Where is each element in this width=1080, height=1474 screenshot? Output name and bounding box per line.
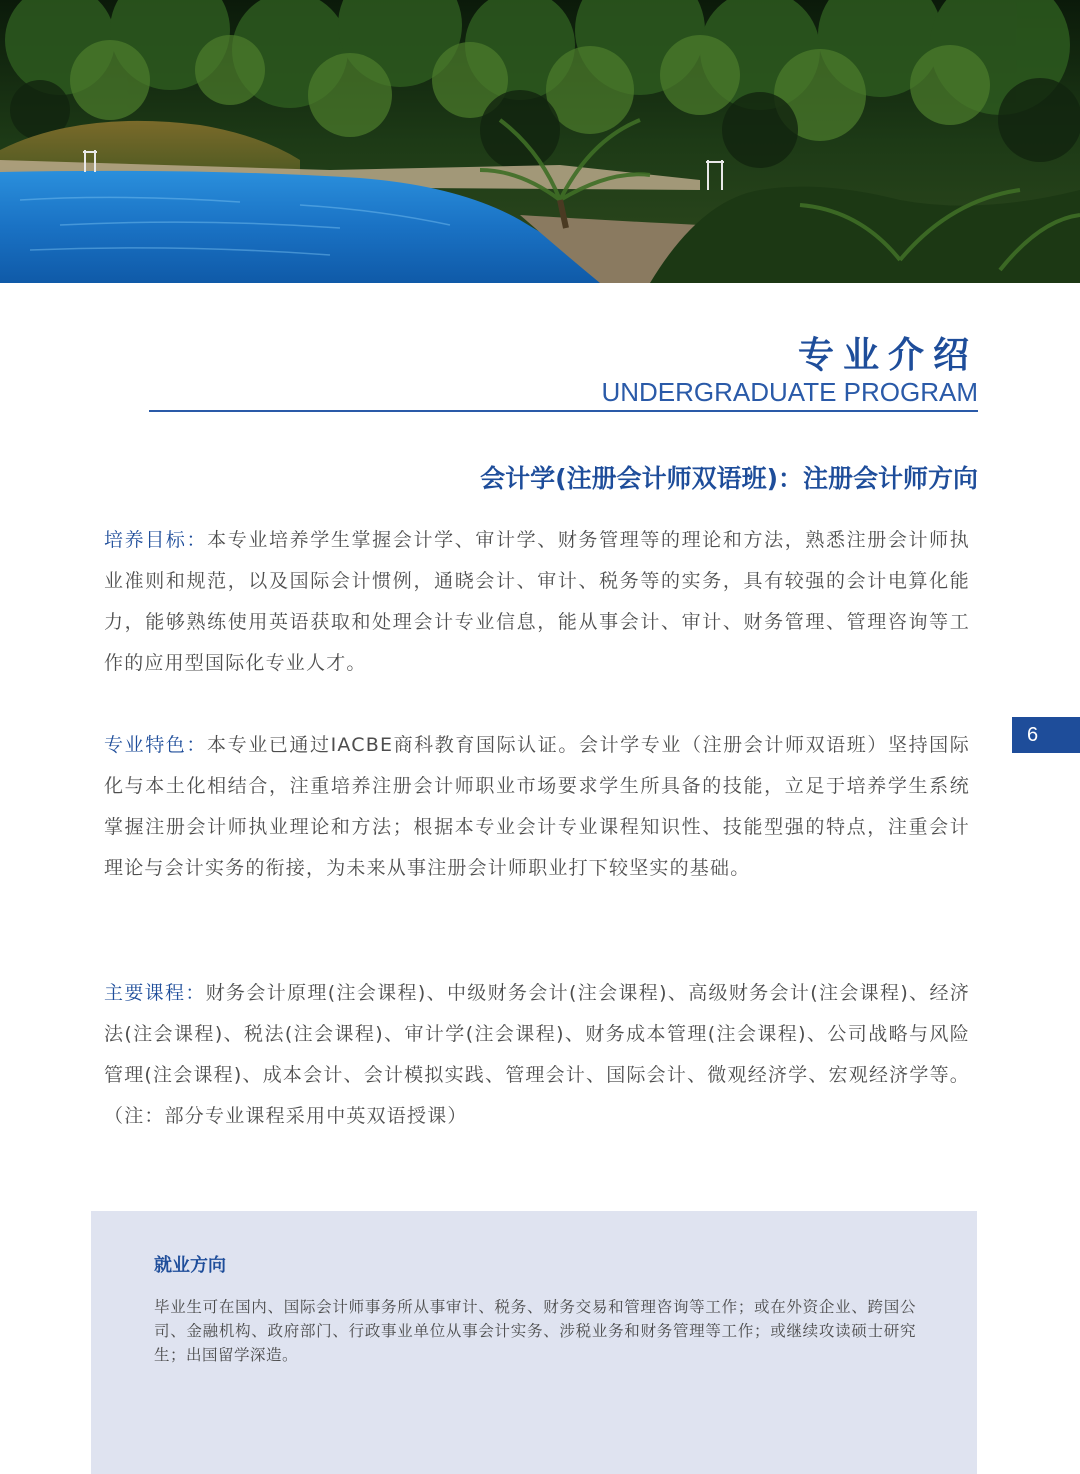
career-text: 毕业生可在国内、国际会计师事务所从事审计、税务、财务交易和管理咨询等工作；或在外资企业、跨国公司、金融机构、政府部门、行政事业单位从事会计实务、涉税业务和财务管理等工作；或继续攻读硕士研究生；出国留学深造。 [154, 1298, 916, 1364]
section-program-features [104, 725, 970, 889]
program-features-text: 本专业已通过IACBE商科教育国际认证。会计学专业（注册会计师双语班）坚持国际化与本土化相结合，注重培养注册会计师职业市场要求学生所具备的技能，立足于培养学生系统掌握注册会计师执业理论和方法；根据本专业会计专业课程知识性、技能型强的特点，注重会计理论与会计实务的衔接，为未来从事注册会计师职业打下较坚实的基础。 [104, 734, 970, 879]
hero-photo [0, 0, 1080, 283]
main-courses-label: 主要课程： [104, 982, 206, 1004]
heading-divider [149, 410, 978, 412]
program-features-label: 专业特色： [104, 734, 207, 756]
page-number-tab: 6 [1012, 717, 1080, 753]
pool-forest-illustration [0, 0, 1080, 283]
page-subtitle: UNDERGRADUATE PROGRAM [601, 377, 978, 407]
main-courses-text: 财务会计原理(注会课程)、中级财务会计(注会课程)、高级财务会计(注会课程)、经济法(注会课程)、税法(注会课程)、审计学(注会课程)、财务成本管理(注会课程)、公司战略与风险管理(注会课程)、成本会计、会计模拟实践、管理会计、国际会计、微观经济学、宏观经济学等。（注：部分专业课程采用中英双语授课） [104, 982, 970, 1127]
training-goal-label: 培养目标： [104, 529, 208, 551]
career-title: 就业方向 [154, 1255, 226, 1276]
section-main-courses [104, 973, 970, 1137]
training-goal-text: 本专业培养学生掌握会计学、审计学、财务管理等的理论和方法，熟悉注册会计师执业准则和规范，以及国际会计惯例，通晓会计、审计、税务等的实务，具有较强的会计电算化能力，能够熟练使用英语获取和处理会计专业信息，能从事会计、审计、财务管理、管理咨询等工作的应用型国际化专业人才。 [104, 529, 970, 674]
program-title: 会计学(注册会计师双语班)：注册会计师方向 [480, 464, 978, 493]
page-title: 专业介绍 [797, 335, 978, 376]
career-box [91, 1211, 977, 1474]
section-training-goal [104, 520, 970, 684]
